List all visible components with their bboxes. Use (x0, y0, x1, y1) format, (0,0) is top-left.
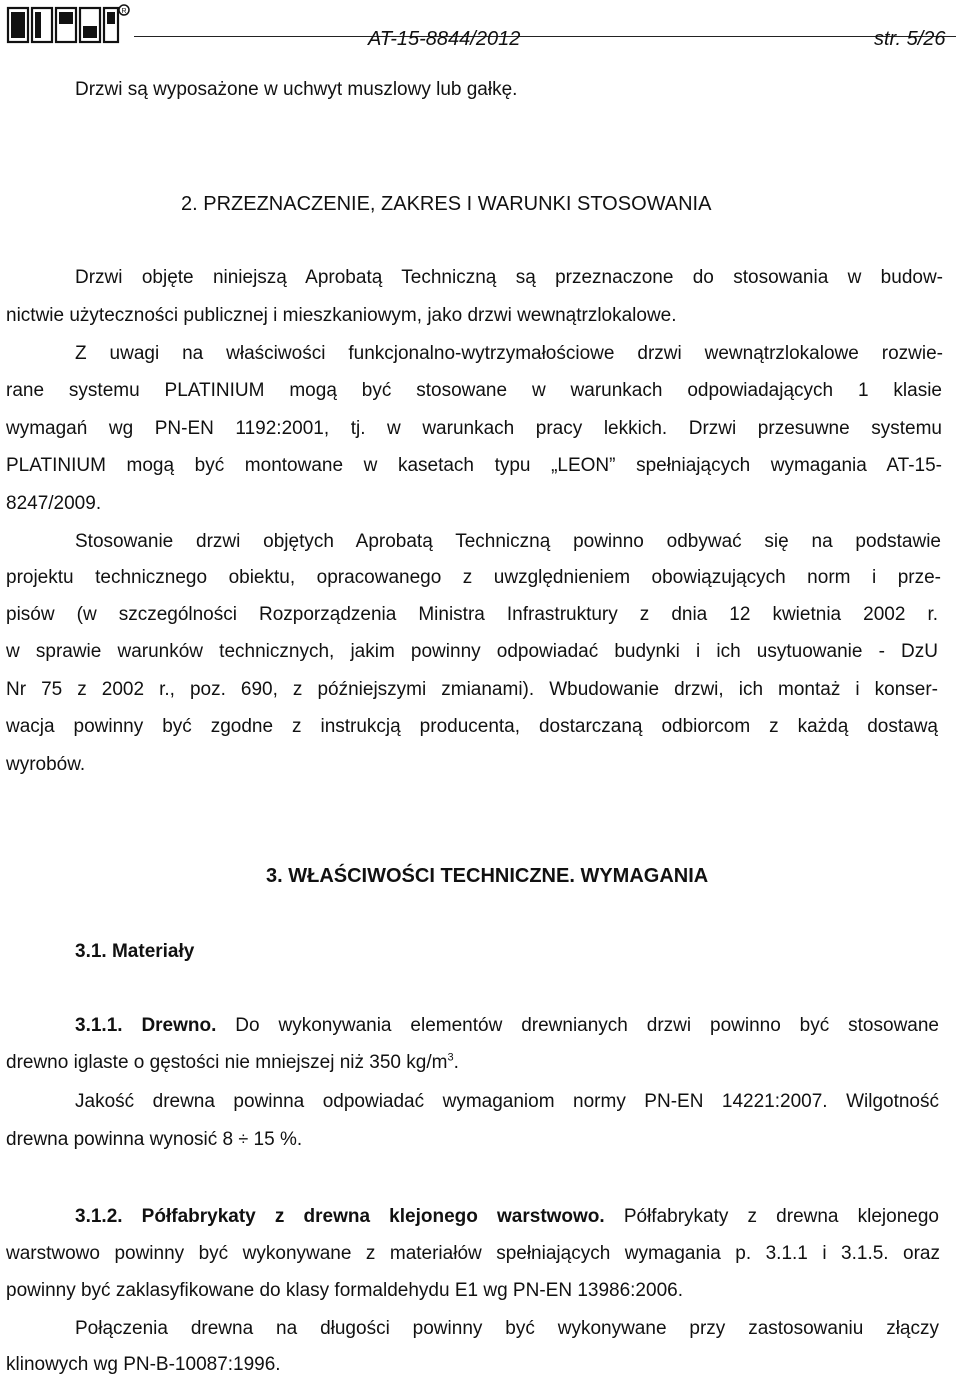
paragraph-line: 8247/2009. (6, 493, 102, 514)
paragraph-line: nictwie użyteczności publicznej i mieszkaniowym, jako drzwi wewnątrzlokalowe. (6, 305, 677, 326)
section-2-heading: 2. PRZEZNACZENIE, ZAKRES I WARUNKI STOSOWANIA (181, 193, 712, 215)
subsection-3-1-1-label: 3.1.1. Drewno. (75, 1015, 217, 1036)
paragraph-line: drewna powinna wynosić 8 ÷ 15 %. (6, 1129, 303, 1150)
paragraph-line: Stosowanie drzwi objętych Aprobatą Techniczną powinno odbywać się na podstawie (75, 531, 941, 552)
paragraph-line: 3.1.1. Drewno. Do wykonywania elementów drewnianych drzwi powinno być stosowane (75, 1015, 939, 1036)
paragraph-line: wyrobów. (6, 754, 86, 775)
itb-logo (6, 2, 130, 46)
paragraph-line: klinowych wg PN-B-10087:1996. (6, 1354, 281, 1375)
paragraph-line: PLATINIUM mogą być montowane w kasetach typu „LEON” spełniających wymagania AT-15- (6, 455, 942, 476)
section-3-heading: 3. WŁAŚCIWOŚCI TECHNICZNE. WYMAGANIA (266, 865, 709, 887)
svg-text:R: R (121, 8, 127, 15)
paragraph-line: wacja powinny być zgodne z instrukcją producenta, dostarczaną odbiorcom z każdą dostawą (6, 716, 938, 737)
paragraph-line: Drzwi objęte niniejszą Aprobatą Techniczną są przeznaczone do stosowania w budow- (75, 267, 943, 288)
paragraph-line: Połączenia drewna na długości powinny być wykonywane przy zastosowaniu złączy (75, 1318, 939, 1339)
paragraph-line: w sprawie warunków technicznych, jakim powinny odpowiadać budynki i ich usytuowanie - DzU (6, 641, 938, 662)
paragraph-line: drewno iglaste o gęstości nie mniejszej niż 350 $kg/m^3$. (6, 1051, 459, 1073)
subsection-3-1-heading: 3.1. Materiały (75, 941, 195, 962)
division-sign: ÷ (238, 1129, 249, 1149)
paragraph-line: Z uwagi na właściwości funkcjonalno-wytrzymałościowe drzwi wewnątrzlokalowe rozwie- (75, 343, 943, 364)
paragraph-line: Jakość drewna powinna odpowiadać wymaganiom normy PN-EN 14221:2007. Wilgotność (75, 1091, 939, 1112)
page-number: str. 5/26 (874, 28, 946, 50)
paragraph-line: pisów (w szczególności Rozporządzenia Ministra Infrastruktury z dnia 12 kwietnia 2002 r. (6, 604, 938, 625)
subsection-3-1-2-label: 3.1.2. Półfabrykaty z drewna klejonego warstwowo. (75, 1206, 605, 1227)
paragraph-line: warstwowo powinny być wykonywane z materiałów spełniających wymagania p. 3.1.1 i 3.1.5. oraz (6, 1243, 940, 1264)
header-rule (134, 36, 956, 37)
superscript: 3 (447, 1051, 454, 1064)
intro-line: Drzwi są wyposażone w uchwyt muszlowy lub gałkę. (75, 79, 518, 100)
paragraph-line: wymagań wg PN-EN 1192:2001, tj. w warunkach pracy lekkich. Drzwi przesuwne systemu (6, 418, 942, 439)
paragraph-line: rane systemu PLATINIUM mogą być stosowane w warunkach odpowiadających 1 klasie (6, 380, 942, 401)
paragraph-line: powinny być zaklasyfikowane do klasy formaldehydu E1 wg PN-EN 13986:2006. (6, 1280, 683, 1301)
paragraph-line: 3.1.2. Półfabrykaty z drewna klejonego warstwowo. Półfabrykaty z drewna klejonego (75, 1206, 939, 1227)
paragraph-line: projektu technicznego obiektu, opracowanego z uwzględnieniem obowiązujących norm i prze- (6, 567, 941, 588)
paragraph-line: Nr 75 z 2002 r., poz. 690, z późniejszymi zmianami). Wbudowanie drzwi, ich montaż i konser- (6, 679, 938, 700)
document-number: AT-15-8844/2012 (368, 28, 521, 50)
